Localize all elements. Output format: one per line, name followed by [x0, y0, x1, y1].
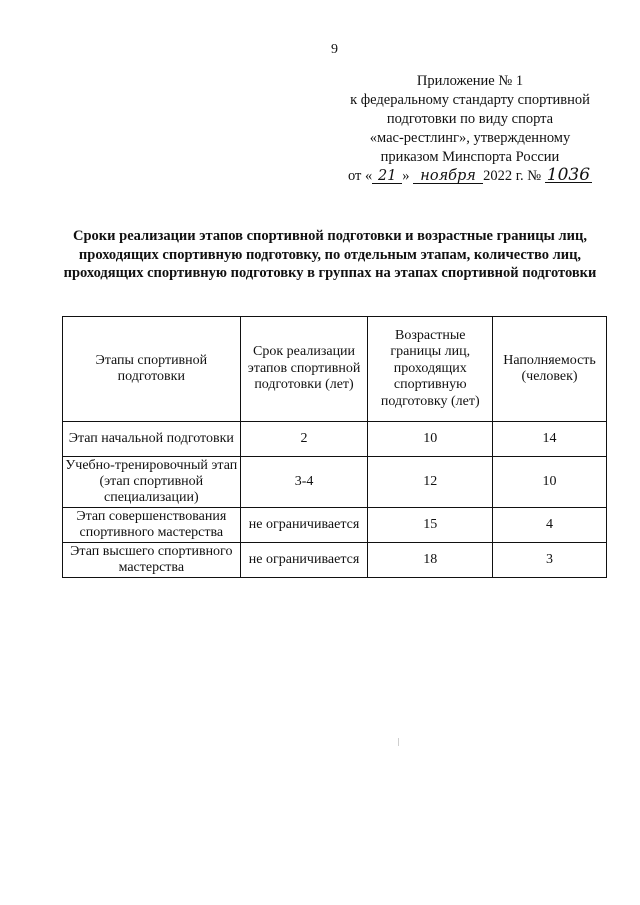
table-row: [63, 508, 607, 543]
table-cell: 15: [368, 508, 493, 543]
table-cell: Этап высшего спортивного мастерства: [63, 543, 241, 578]
table-cell: не ограничивается: [240, 543, 368, 578]
table-cell: 10: [368, 422, 493, 457]
table-cell: 18: [368, 543, 493, 578]
table-cell: Этап начальной подготовки: [63, 422, 241, 457]
table-cell: 12: [368, 457, 493, 508]
table-cell: 3: [493, 543, 607, 578]
table-row: [63, 422, 607, 457]
appendix-line: приказом Минспорта России: [380, 149, 560, 165]
appendix-line: подготовки по виду спорта: [386, 111, 554, 127]
table-cell: Этап совершенствования спортивного мастерства: [63, 508, 241, 543]
table-header-row: [63, 317, 607, 422]
header-group-size: Наполняемость (человек): [493, 317, 607, 422]
appendix-line: «мас-рестлинг», утвержденному: [369, 130, 571, 146]
appendix-line: к федеральному стандарту спортивной: [350, 92, 590, 108]
handwritten-month: ноября: [413, 169, 483, 184]
appendix-block: [330, 72, 610, 186]
table-cell: не ограничивается: [240, 508, 368, 543]
date-mid: »: [402, 168, 410, 184]
table-cell: 2: [240, 422, 368, 457]
date-prefix: от «: [347, 168, 373, 184]
date-year: 2022 г. №: [483, 168, 542, 184]
scan-artifact-mark: [398, 738, 399, 746]
order-date-line: [330, 167, 610, 186]
header-duration: Срок реализации этапов спортивной подготовки (лет): [240, 317, 368, 422]
stages-table: [62, 316, 607, 578]
table-cell: 14: [493, 422, 607, 457]
table-row: [63, 457, 607, 508]
header-stages: Этапы спортивной подготовки: [63, 317, 241, 422]
page-number: 9: [331, 42, 338, 57]
appendix-line: Приложение № 1: [416, 73, 524, 89]
header-age-limits: Возрастные границы лиц, проходящих спортивную подготовку (лет): [368, 317, 493, 422]
table-cell: 4: [493, 508, 607, 543]
document-title: Сроки реализации этапов спортивной подготовки и возрастные границы лиц, проходящих спортивную подготовку, по отдельным этапам, количество лиц, проходящих спортивную подготовку в группах на этапах спортивной подготовки: [63, 228, 597, 282]
table-cell: Учебно-тренировочный этап (этап спортивной специализации): [63, 457, 241, 508]
table-cell: 10: [493, 457, 607, 508]
handwritten-day: 21: [372, 169, 402, 184]
table-row: [63, 543, 607, 578]
handwritten-order-number: 1036: [546, 165, 591, 185]
table-cell: 3-4: [240, 457, 368, 508]
